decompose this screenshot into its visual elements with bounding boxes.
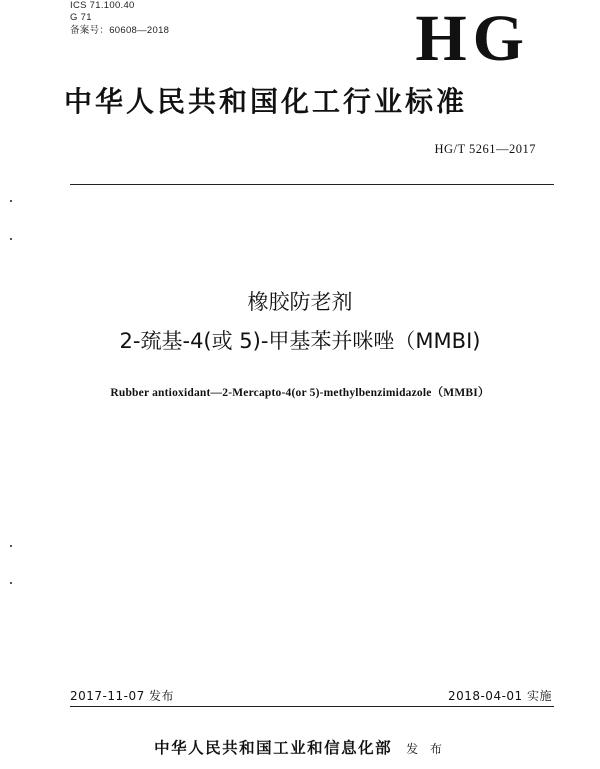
document-title-line2: 2-巯基-4(或 5)-甲基苯并咪唑（MMBI) — [119, 329, 481, 353]
scan-mark — [10, 582, 12, 584]
document-title-line1: 橡胶防老剂 — [247, 290, 353, 314]
hg-logo: HG — [415, 2, 530, 75]
publisher-name: 中华人民共和国工业和信息化部 — [154, 739, 393, 757]
effective-date: 2018-04-01 实施 — [447, 689, 552, 703]
standard-number: HG/T 5261—2017 — [434, 142, 536, 156]
issue-date: 2017-11-07 发布 — [70, 689, 175, 703]
scan-mark — [10, 200, 12, 202]
publisher-row — [0, 736, 600, 758]
ccs-code: G 71 — [70, 12, 92, 23]
standard-category-title: 中华人民共和国化工行业标准 — [64, 85, 468, 118]
header-divider — [70, 184, 554, 185]
ics-code: ICS 71.100.40 — [70, 0, 135, 11]
document-english-title: Rubber antioxidant—2-Mercapto-4(or 5)-methylbenzimidazole（MMBI） — [110, 387, 490, 399]
filing-number: 备案号：60608—2018 — [70, 25, 170, 36]
publish-label: 发 布 — [406, 742, 446, 756]
footer-divider — [70, 706, 554, 707]
scan-mark — [10, 238, 12, 240]
scan-mark — [10, 545, 12, 547]
